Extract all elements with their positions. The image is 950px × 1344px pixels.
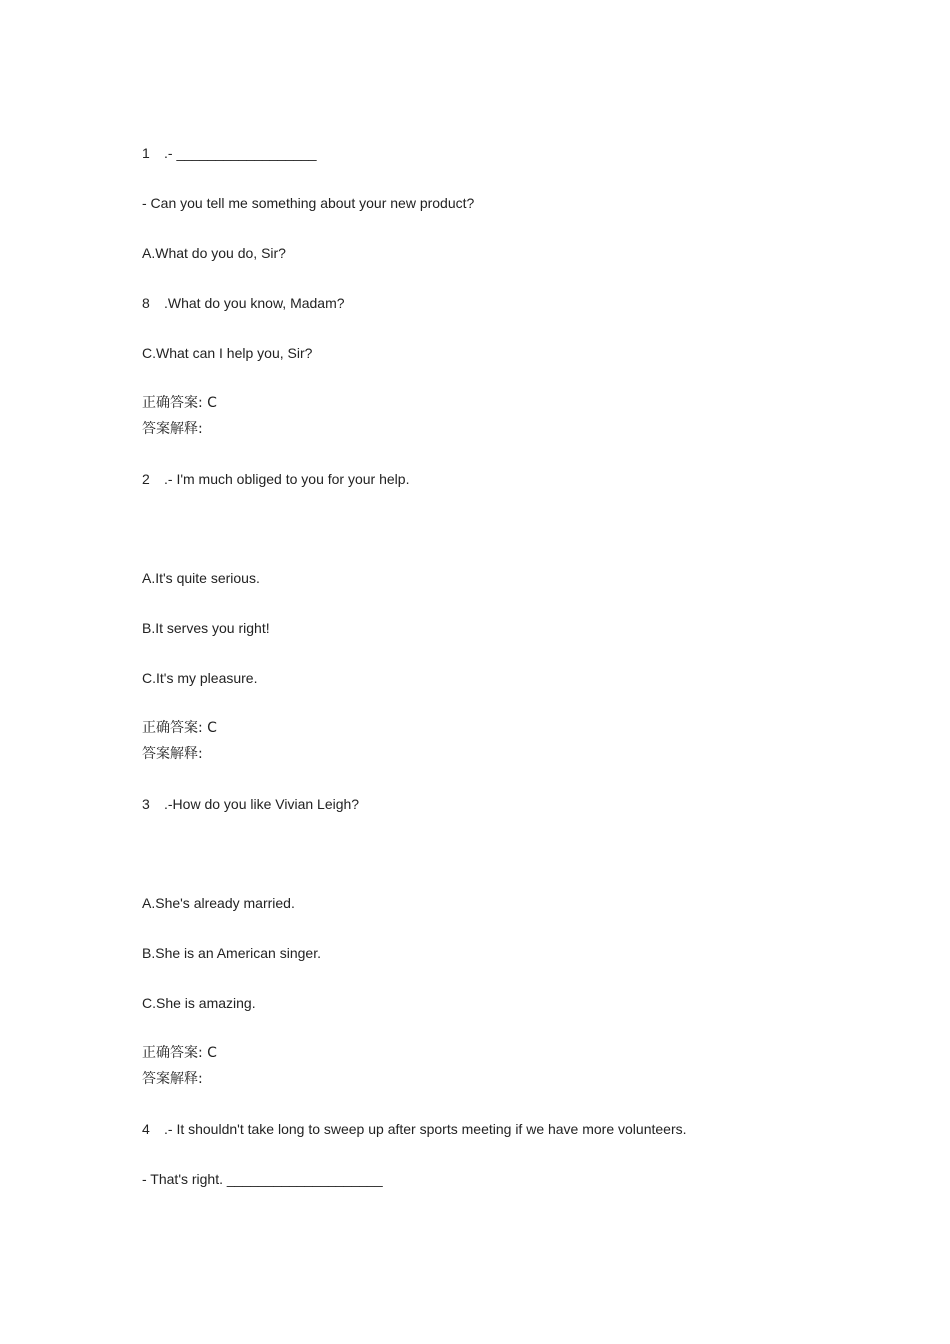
- question-3-option-b: B.She is an American singer.: [142, 945, 321, 961]
- question-2-answer: 正确答案: C: [142, 720, 217, 736]
- question-2-explanation: 答案解释:: [142, 746, 203, 762]
- question-3-explanation: 答案解释:: [142, 1071, 203, 1087]
- option-prefix: 8: [142, 295, 150, 311]
- option-text: .What do you know, Madam?: [164, 295, 345, 311]
- question-1-option-c: C.What can I help you, Sir?: [142, 345, 313, 361]
- question-1-option-a: A.What do you do, Sir?: [142, 245, 286, 261]
- question-2-option-a: A.It's quite serious.: [142, 570, 260, 586]
- question-3-answer: 正确答案: C: [142, 1045, 217, 1061]
- question-number: 4: [142, 1121, 150, 1137]
- question-3-stem: [142, 795, 359, 813]
- question-1-explanation: 答案解释:: [142, 421, 203, 437]
- question-number: 1: [142, 145, 150, 161]
- question-1-answer: 正确答案: C: [142, 395, 217, 411]
- question-4-context: - That's right. ____________________: [142, 1171, 383, 1187]
- question-3-option-a: A.She's already married.: [142, 895, 295, 911]
- question-2-option-b: B.It serves you right!: [142, 620, 270, 636]
- question-1-option-b: [142, 294, 345, 312]
- question-number: 2: [142, 471, 150, 487]
- question-2-stem: [142, 470, 409, 488]
- question-4-stem: [142, 1120, 687, 1138]
- question-text: .- __________________: [164, 145, 317, 161]
- question-text: .- It shouldn't take long to sweep up after sports meeting if we have more volunteers.: [164, 1121, 687, 1137]
- question-3-option-c: C.She is amazing.: [142, 995, 256, 1011]
- question-text: .-How do you like Vivian Leigh?: [164, 796, 360, 812]
- question-text: .- I'm much obliged to you for your help.: [164, 471, 410, 487]
- question-1-stem: [142, 144, 317, 162]
- question-number: 3: [142, 796, 150, 812]
- question-1-context: - Can you tell me something about your new product?: [142, 195, 475, 211]
- question-2-option-c: C.It's my pleasure.: [142, 670, 258, 686]
